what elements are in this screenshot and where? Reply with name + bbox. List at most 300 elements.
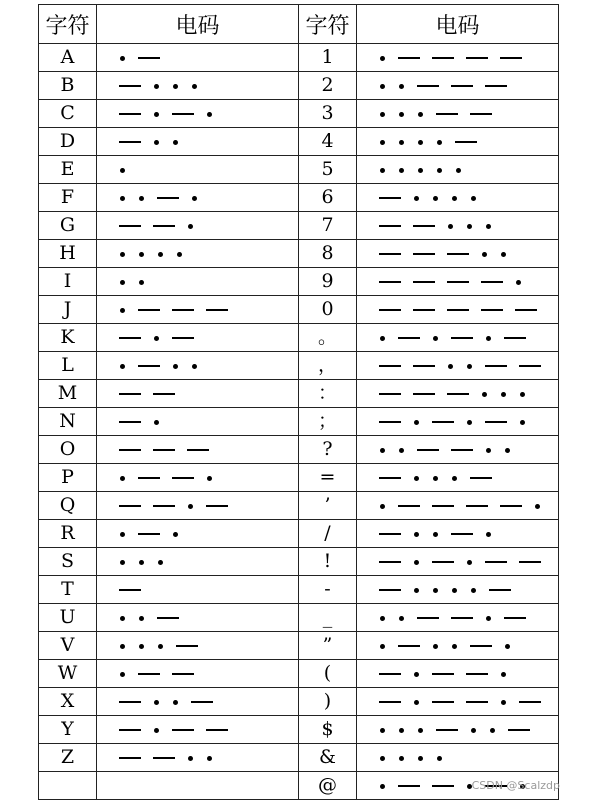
morse-code-cell-left <box>97 548 299 576</box>
morse-dot <box>158 644 163 649</box>
morse-dot <box>471 588 476 593</box>
morse-dash <box>432 785 454 787</box>
morse-dash <box>119 421 141 423</box>
morse-dot <box>452 644 457 649</box>
morse-code-cell-left <box>97 72 299 100</box>
morse-dash <box>119 337 141 339</box>
morse-dot <box>154 336 159 341</box>
table-row <box>39 436 559 464</box>
char-cell-right: 0 <box>299 296 357 324</box>
morse-dash <box>519 561 541 563</box>
morse-dot <box>418 112 423 117</box>
morse-dot <box>516 280 521 285</box>
morse-dot <box>380 784 385 789</box>
morse-dash <box>206 309 228 311</box>
morse-dot <box>486 532 491 537</box>
morse-dot <box>437 756 442 761</box>
morse-dot <box>154 112 159 117</box>
morse-code-cell-left <box>97 772 299 800</box>
morse-dash <box>466 701 488 703</box>
morse-dot <box>399 112 404 117</box>
morse-dash <box>504 617 526 619</box>
morse-code-cell-right <box>357 380 559 408</box>
morse-dash <box>119 113 141 115</box>
char-cell-left: S <box>39 548 97 576</box>
morse-dash <box>451 617 473 619</box>
morse-dot <box>418 168 423 173</box>
morse-dash <box>398 505 420 507</box>
morse-dot <box>120 672 125 677</box>
table-row <box>39 268 559 296</box>
table-row <box>39 688 559 716</box>
table-row <box>39 548 559 576</box>
table-row <box>39 296 559 324</box>
morse-code-cell-left <box>97 156 299 184</box>
morse-dot <box>418 140 423 145</box>
morse-dot <box>414 588 419 593</box>
morse-dash <box>172 673 194 675</box>
morse-dot <box>207 756 212 761</box>
morse-dash <box>489 589 511 591</box>
char-cell-left: F <box>39 184 97 212</box>
char-cell-left: G <box>39 212 97 240</box>
table-row <box>39 184 559 212</box>
morse-dash <box>119 449 141 451</box>
morse-dash <box>119 589 141 591</box>
morse-dot <box>120 196 125 201</box>
morse-dot <box>188 756 193 761</box>
morse-dash <box>447 309 469 311</box>
char-cell-left: B <box>39 72 97 100</box>
morse-code-cell-left <box>97 688 299 716</box>
morse-dot <box>173 84 178 89</box>
char-cell-right: 4 <box>299 128 357 156</box>
morse-dot <box>154 420 159 425</box>
morse-code-cell-right <box>357 408 559 436</box>
morse-dot <box>154 84 159 89</box>
table-row <box>39 716 559 744</box>
morse-dash <box>379 197 401 199</box>
morse-code-cell-right <box>357 156 559 184</box>
morse-code-cell-left <box>97 744 299 772</box>
morse-code-cell-left <box>97 324 299 352</box>
morse-code-cell-right <box>357 576 559 604</box>
morse-code-cell-left <box>97 240 299 268</box>
morse-dot <box>418 728 423 733</box>
morse-code-cell-right <box>357 548 559 576</box>
char-cell-left: L <box>39 352 97 380</box>
morse-dash <box>500 57 522 59</box>
morse-dot <box>501 700 506 705</box>
morse-dot <box>456 168 461 173</box>
header-code-right: 电码 <box>357 5 559 44</box>
morse-dot <box>120 308 125 313</box>
char-cell-right: ? <box>299 436 357 464</box>
morse-dot <box>520 420 525 425</box>
morse-dash <box>447 281 469 283</box>
morse-code-cell-right <box>357 632 559 660</box>
morse-dot <box>173 700 178 705</box>
morse-dot <box>399 448 404 453</box>
char-cell-right: 1 <box>299 44 357 72</box>
char-cell-right: @ <box>299 772 357 800</box>
morse-dot <box>437 168 442 173</box>
morse-dash <box>519 365 541 367</box>
char-cell-left: T <box>39 576 97 604</box>
table-row <box>39 44 559 72</box>
char-cell-right: ! <box>299 548 357 576</box>
morse-dot <box>380 112 385 117</box>
morse-code-cell-right <box>357 716 559 744</box>
morse-code-cell-left <box>97 660 299 688</box>
morse-dot <box>399 84 404 89</box>
morse-dot <box>482 252 487 257</box>
morse-dash <box>515 309 537 311</box>
morse-dot <box>120 364 125 369</box>
table-row <box>39 100 559 128</box>
morse-dot <box>120 56 125 61</box>
morse-code-cell-right <box>357 44 559 72</box>
morse-code-cell-left <box>97 268 299 296</box>
morse-dot <box>380 56 385 61</box>
char-cell-right: ( <box>299 660 357 688</box>
table-row <box>39 576 559 604</box>
morse-dash <box>379 533 401 535</box>
morse-dot <box>433 588 438 593</box>
header-char-right: 字符 <box>299 5 357 44</box>
char-cell-right: ： <box>299 380 357 408</box>
morse-code-cell-left <box>97 436 299 464</box>
morse-dot <box>173 532 178 537</box>
morse-dash <box>379 673 401 675</box>
morse-dot <box>139 252 144 257</box>
morse-dash <box>413 393 435 395</box>
morse-dash <box>153 393 175 395</box>
morse-dot <box>380 140 385 145</box>
morse-dash <box>432 673 454 675</box>
table-row <box>39 408 559 436</box>
morse-dot <box>207 112 212 117</box>
morse-dot <box>505 644 510 649</box>
morse-dash <box>451 449 473 451</box>
char-cell-left: Y <box>39 716 97 744</box>
morse-dash <box>138 673 160 675</box>
morse-dash <box>379 281 401 283</box>
char-cell-left: C <box>39 100 97 128</box>
morse-dash <box>172 729 194 731</box>
morse-dash <box>504 337 526 339</box>
char-cell-right: ； <box>299 408 357 436</box>
watermark: CSDN @Scalzdp <box>471 779 560 792</box>
morse-dot <box>192 84 197 89</box>
morse-dot <box>486 448 491 453</box>
morse-dot <box>433 476 438 481</box>
morse-dash <box>153 449 175 451</box>
morse-dash <box>153 757 175 759</box>
morse-dash <box>451 337 473 339</box>
morse-dash <box>466 57 488 59</box>
morse-dash <box>417 449 439 451</box>
morse-dash <box>172 477 194 479</box>
morse-dot <box>120 252 125 257</box>
morse-dash <box>138 533 160 535</box>
morse-dot <box>433 196 438 201</box>
char-cell-right: 5 <box>299 156 357 184</box>
morse-dot <box>467 420 472 425</box>
char-cell-right: _ <box>299 604 357 632</box>
morse-dot <box>120 476 125 481</box>
morse-dash <box>206 505 228 507</box>
morse-dot <box>380 756 385 761</box>
char-cell-right: ” <box>299 632 357 660</box>
char-cell-right: $ <box>299 716 357 744</box>
table-row <box>39 128 559 156</box>
morse-dot <box>380 168 385 173</box>
char-cell-right: & <box>299 744 357 772</box>
morse-code-cell-right <box>357 100 559 128</box>
morse-dash <box>417 85 439 87</box>
morse-dot <box>380 616 385 621</box>
morse-code-cell-left <box>97 632 299 660</box>
morse-dot <box>520 392 525 397</box>
morse-code-cell-right <box>357 436 559 464</box>
morse-code-cell-right <box>357 184 559 212</box>
morse-dot <box>380 728 385 733</box>
table-row <box>39 492 559 520</box>
morse-dot <box>120 532 125 537</box>
morse-code-cell-left <box>97 380 299 408</box>
morse-dot <box>380 644 385 649</box>
morse-dash <box>379 309 401 311</box>
char-cell-right: / <box>299 520 357 548</box>
morse-dash <box>157 197 179 199</box>
morse-dot <box>467 560 472 565</box>
morse-dash <box>138 309 160 311</box>
char-cell-left: E <box>39 156 97 184</box>
morse-dash <box>417 617 439 619</box>
morse-dot <box>486 336 491 341</box>
table-row <box>39 464 559 492</box>
char-cell-left: O <box>39 436 97 464</box>
table-row <box>39 520 559 548</box>
morse-dot <box>448 364 453 369</box>
morse-dash <box>379 421 401 423</box>
morse-dash <box>119 701 141 703</box>
char-cell-left: A <box>39 44 97 72</box>
char-cell-left: K <box>39 324 97 352</box>
morse-dot <box>482 392 487 397</box>
morse-dot <box>192 196 197 201</box>
morse-dot <box>490 728 495 733</box>
char-cell-left: W <box>39 660 97 688</box>
morse-code-cell-left <box>97 184 299 212</box>
morse-dot <box>139 616 144 621</box>
morse-dot <box>120 168 125 173</box>
morse-dot <box>188 504 193 509</box>
morse-dot <box>501 252 506 257</box>
morse-dash <box>432 421 454 423</box>
morse-dot <box>535 504 540 509</box>
morse-dot <box>192 364 197 369</box>
morse-code-cell-left <box>97 716 299 744</box>
morse-dot <box>154 700 159 705</box>
table-row <box>39 156 559 184</box>
morse-code-cell-left <box>97 408 299 436</box>
morse-dot <box>486 616 491 621</box>
morse-dot <box>452 588 457 593</box>
morse-dash <box>481 309 503 311</box>
morse-dash <box>138 365 160 367</box>
morse-dash <box>153 505 175 507</box>
morse-code-cell-right <box>357 688 559 716</box>
morse-dot <box>414 196 419 201</box>
morse-dash <box>119 85 141 87</box>
table-row <box>39 380 559 408</box>
morse-dash <box>447 253 469 255</box>
morse-dot <box>414 476 419 481</box>
morse-dash <box>119 141 141 143</box>
char-cell-left: P <box>39 464 97 492</box>
morse-dot <box>452 196 457 201</box>
table-row <box>39 324 559 352</box>
morse-dash <box>379 589 401 591</box>
table-row <box>39 352 559 380</box>
morse-code-cell-right <box>357 352 559 380</box>
char-cell-right: 。 <box>299 324 357 352</box>
morse-dash <box>413 365 435 367</box>
morse-dash <box>157 617 179 619</box>
char-cell-left: N <box>39 408 97 436</box>
morse-code-table <box>38 4 559 800</box>
morse-dash <box>432 505 454 507</box>
morse-dash <box>436 113 458 115</box>
morse-dash <box>138 477 160 479</box>
morse-code-cell-right <box>357 268 559 296</box>
morse-dot <box>139 280 144 285</box>
morse-dash <box>451 85 473 87</box>
morse-code-cell-right <box>357 72 559 100</box>
morse-dot <box>486 224 491 229</box>
morse-dot <box>433 644 438 649</box>
morse-code-cell-right <box>357 240 559 268</box>
morse-code-cell-left <box>97 296 299 324</box>
morse-code-cell-right <box>357 464 559 492</box>
header-char-left: 字符 <box>39 5 97 44</box>
morse-dash <box>432 561 454 563</box>
morse-dash <box>413 253 435 255</box>
morse-dot <box>437 140 442 145</box>
table-row <box>39 212 559 240</box>
char-cell-right: = <box>299 464 357 492</box>
morse-dot <box>380 448 385 453</box>
morse-dot <box>501 392 506 397</box>
morse-dash <box>398 785 420 787</box>
table-row <box>39 660 559 688</box>
morse-dash <box>379 365 401 367</box>
morse-dot <box>380 336 385 341</box>
morse-dash <box>119 729 141 731</box>
table-row <box>39 72 559 100</box>
morse-code-cell-right <box>357 520 559 548</box>
morse-code-cell-left <box>97 128 299 156</box>
morse-dash <box>447 393 469 395</box>
char-cell-left: I <box>39 268 97 296</box>
char-cell-left: Z <box>39 744 97 772</box>
table-row <box>39 240 559 268</box>
morse-dash <box>398 337 420 339</box>
morse-dash <box>379 477 401 479</box>
morse-dash <box>119 225 141 227</box>
morse-dash <box>485 561 507 563</box>
morse-code-cell-right <box>357 744 559 772</box>
morse-dash <box>379 253 401 255</box>
morse-dash <box>413 225 435 227</box>
morse-dot <box>467 224 472 229</box>
morse-dash <box>153 225 175 227</box>
morse-code-cell-right <box>357 212 559 240</box>
morse-dot <box>414 420 419 425</box>
morse-code-cell-left <box>97 464 299 492</box>
morse-code-cell-right <box>357 604 559 632</box>
morse-dot <box>452 476 457 481</box>
char-cell-left <box>39 772 97 800</box>
morse-code-cell-right <box>357 296 559 324</box>
morse-dash <box>379 225 401 227</box>
morse-dash <box>379 701 401 703</box>
morse-dot <box>399 756 404 761</box>
morse-code-cell-left <box>97 100 299 128</box>
morse-code-cell-left <box>97 44 299 72</box>
morse-dot <box>414 700 419 705</box>
char-cell-right: 7 <box>299 212 357 240</box>
char-cell-right: ’ <box>299 492 357 520</box>
table-body <box>39 44 559 800</box>
morse-dot <box>418 756 423 761</box>
char-cell-right: 6 <box>299 184 357 212</box>
char-cell-right: ， <box>299 352 357 380</box>
morse-dot <box>471 196 476 201</box>
morse-dot <box>471 728 476 733</box>
morse-dash <box>470 477 492 479</box>
morse-dot <box>380 504 385 509</box>
table-row <box>39 604 559 632</box>
morse-dash <box>432 701 454 703</box>
char-cell-left: Q <box>39 492 97 520</box>
morse-dot <box>188 224 193 229</box>
morse-dash <box>470 645 492 647</box>
morse-code-cell-right <box>357 492 559 520</box>
morse-code-cell-left <box>97 604 299 632</box>
char-cell-right: 3 <box>299 100 357 128</box>
morse-dot <box>158 252 163 257</box>
morse-dash <box>413 281 435 283</box>
morse-dash <box>172 113 194 115</box>
table-row <box>39 744 559 772</box>
char-cell-left: U <box>39 604 97 632</box>
morse-dash <box>119 505 141 507</box>
morse-dash <box>176 645 198 647</box>
morse-dash <box>206 729 228 731</box>
morse-dash <box>470 113 492 115</box>
char-cell-right: - <box>299 576 357 604</box>
morse-dash <box>379 561 401 563</box>
morse-dot <box>139 196 144 201</box>
morse-dot <box>399 140 404 145</box>
morse-dot <box>120 280 125 285</box>
morse-dot <box>177 252 182 257</box>
char-cell-left: J <box>39 296 97 324</box>
morse-dash <box>466 673 488 675</box>
